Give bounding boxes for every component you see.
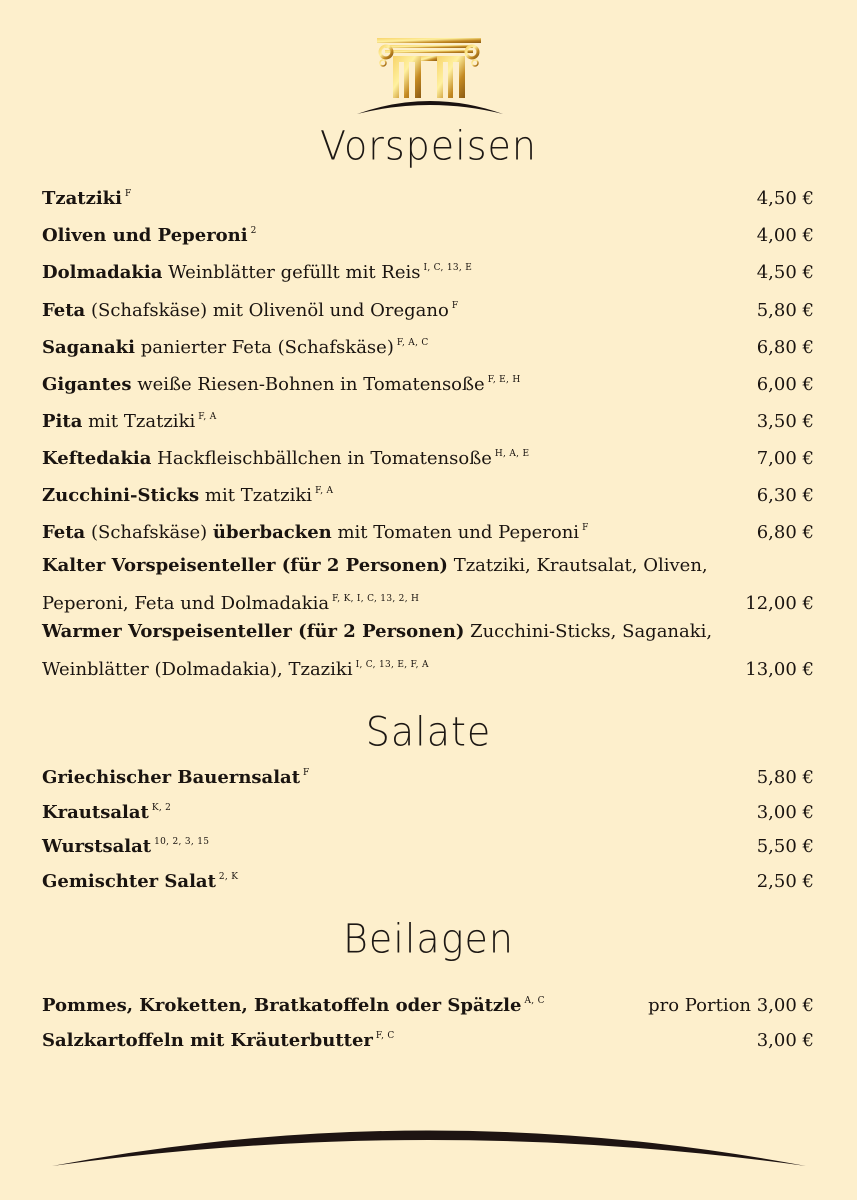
item-description: Hackfleischbällchen in Tomatensoße <box>157 448 492 469</box>
item-price: 3,00 € <box>756 802 814 823</box>
item-name: Gemischter Salat <box>42 871 216 892</box>
item-name: Krautsalat <box>42 802 149 823</box>
menu-item <box>42 512 814 549</box>
section-title-beilagen: Beilagen <box>343 915 514 963</box>
allergen-codes: A, C <box>524 996 545 1006</box>
menu-item <box>42 826 814 863</box>
item-price: 5,50 € <box>756 836 814 857</box>
allergen-codes: K, 2 <box>151 803 172 813</box>
item-name: Zucchini-Sticks <box>42 485 200 506</box>
allergen-codes: 10, 2, 3, 15 <box>154 837 210 847</box>
item-name: Griechischer Bauernsalat <box>42 767 301 788</box>
menu-item <box>42 252 814 289</box>
allergen-codes: F <box>582 523 589 533</box>
allergen-codes: F <box>124 189 132 199</box>
menu-item <box>42 861 814 898</box>
item-price: 5,80 € <box>756 767 814 788</box>
item-price: 5,80 € <box>756 300 814 321</box>
item-description: (Schafskäse) mit Olivenöl und Oregano <box>90 300 449 321</box>
item-price: 4,50 € <box>756 262 814 283</box>
item-name: Feta <box>42 300 86 321</box>
menu-item <box>42 438 814 475</box>
item-name: Wurstsalat <box>42 836 152 857</box>
item-name: Kalter Vorspeisenteller (für 2 Personen) <box>42 555 448 576</box>
menu-item <box>42 550 814 620</box>
menu-item <box>42 757 814 794</box>
item-price: 4,00 € <box>756 225 814 246</box>
menu-item <box>42 290 814 327</box>
item-name: Pita <box>42 411 83 432</box>
allergen-codes: H, A, E <box>494 449 530 459</box>
allergen-codes: F, C <box>375 1031 395 1041</box>
item-name: Oliven und Peperoni <box>42 225 248 246</box>
item-description: mit Tzatziki <box>88 411 196 432</box>
item-description: Weinblätter gefüllt mit Reis <box>168 262 421 283</box>
item-description: Tzatziki, Krautsalat, Oliven, Peperoni, Feta und Dolmadakia <box>42 555 708 614</box>
allergen-codes: F <box>451 301 459 311</box>
item-price: 2,50 € <box>756 871 814 892</box>
item-name: Keftedakia <box>42 448 152 469</box>
item-price: 3,00 € <box>756 1030 814 1051</box>
decorative-swoosh <box>0 1100 857 1200</box>
menu-item <box>42 616 814 686</box>
allergen-codes: 2, K <box>218 872 239 882</box>
allergen-codes: F, K, I, C, 13, 2, H <box>332 593 420 604</box>
greek-column-icon <box>355 36 505 116</box>
item-description: panierter Feta (Schafskäse) <box>140 337 394 358</box>
section-title-vorspeisen: Vorspeisen <box>319 122 538 170</box>
item-name: Tzatziki <box>42 188 122 209</box>
allergen-codes: F, A, C <box>396 338 429 348</box>
allergen-codes: I, C, 13, E, F, A <box>355 659 429 670</box>
item-price: 12,00 € <box>745 592 814 614</box>
item-price: 4,50 € <box>756 188 814 209</box>
section-title-salate: Salate <box>365 708 492 756</box>
item-price: 7,00 € <box>756 448 814 469</box>
menu-item <box>42 215 814 252</box>
allergen-codes: F <box>303 768 310 778</box>
allergen-codes: F, A <box>315 486 334 496</box>
menu-item <box>42 1020 814 1057</box>
item-description: mit Tzatziki <box>204 485 313 506</box>
menu-item <box>42 327 814 364</box>
item-price: 6,80 € <box>756 337 814 358</box>
item-name: Salzkartoffeln mit Kräuterbutter <box>42 1030 373 1051</box>
allergen-codes: I, C, 13, E <box>423 263 473 273</box>
allergen-codes: F, E, H <box>487 375 521 385</box>
item-description: weiße Riesen-Bohnen in Tomatensoße <box>137 374 485 395</box>
allergen-codes: 2 <box>250 226 257 236</box>
menu-item <box>42 475 814 512</box>
menu-item <box>42 178 814 215</box>
menu-item <box>42 401 814 438</box>
menu-item <box>42 985 814 1022</box>
item-name: Gigantes <box>42 374 132 395</box>
item-description-secondary: mit Tomaten und Peperoni <box>337 522 580 543</box>
item-price: 6,00 € <box>756 374 814 395</box>
item-price: 13,00 € <box>745 658 814 680</box>
item-name-secondary: überbacken <box>212 522 332 543</box>
item-description: Zucchini-Sticks, Saganaki, Weinblätter (Dolmadakia), Tzaziki <box>42 621 713 680</box>
menu-item <box>42 792 814 829</box>
item-name: Warmer Vorspeisenteller (für 2 Personen) <box>42 621 465 642</box>
item-price: 6,80 € <box>756 522 814 543</box>
allergen-codes: F, A <box>198 412 217 422</box>
item-price: pro Portion 3,00 € <box>648 995 814 1016</box>
item-name: Dolmadakia <box>42 262 163 283</box>
item-name: Feta <box>42 522 86 543</box>
item-price: 3,50 € <box>756 411 814 432</box>
item-description: (Schafskäse) <box>90 522 208 543</box>
item-name: Pommes, Kroketten, Bratkatoffeln oder Spätzle <box>42 995 522 1016</box>
item-name: Saganaki <box>42 337 135 358</box>
item-price: 6,30 € <box>756 485 814 506</box>
menu-item <box>42 364 814 401</box>
